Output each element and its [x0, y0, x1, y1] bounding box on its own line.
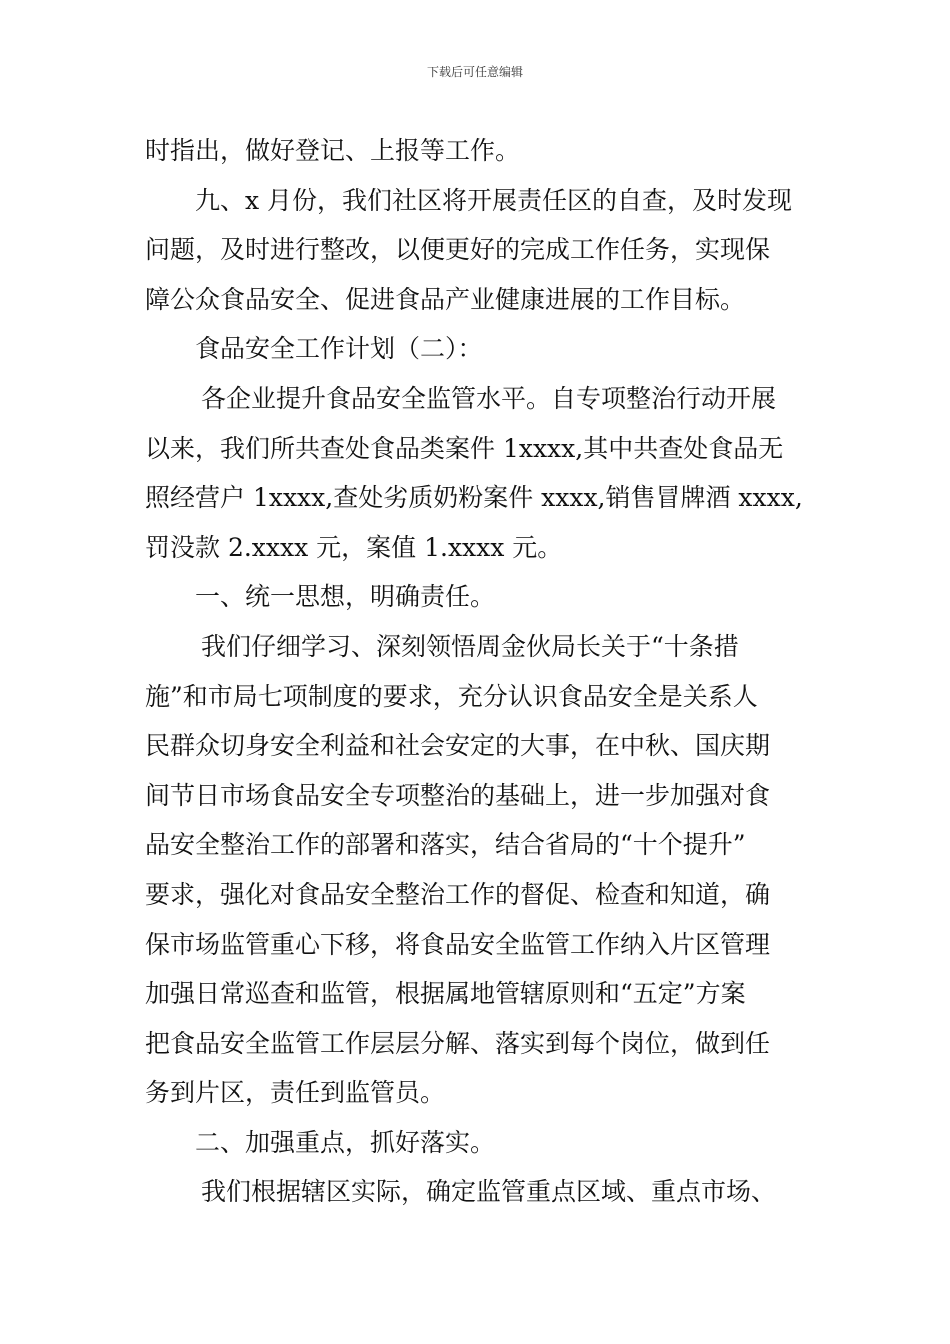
text-line: 时指出，做好登记、上报等工作。: [145, 136, 521, 165]
text-line: 一、统一思想，明确责任。: [195, 582, 496, 612]
text-line: 以来，我们所共查处食品类案件 1xxxx,其中共查处食品无: [145, 433, 784, 463]
text-line: 各企业提升食品安全监管水平。自专项整治行动开展: [201, 383, 777, 413]
text-line: 加强日常巡查和监管，根据属地管辖原则和“五定”方案: [145, 979, 746, 1009]
text-line: 我们根据辖区实际，确定监管重点区域、重点市场、: [201, 1177, 777, 1207]
text-line: 把食品安全监管工作层层分解、落实到每个岗位，做到任: [145, 1028, 771, 1058]
page-header-note: 下载后可任意编辑: [426, 65, 523, 79]
text-line: 民群众切身安全利益和社会安定的大事，在中秋、国庆期: [145, 731, 771, 761]
text-line: 照经营户 1xxxx,查处劣质奶粉案件 xxxx,销售冒牌酒 xxxx,: [145, 483, 803, 513]
text-line: 我们仔细学习、深刻领悟周金伙局长关于“十条措: [201, 631, 739, 661]
text-line: 施”和市局七项制度的要求，充分认识食品安全是关系人: [145, 681, 758, 711]
text-line: 问题，及时进行整改，以便更好的完成工作任务，实现保: [145, 235, 771, 265]
text-line: 务到片区，责任到监管员。: [145, 1078, 446, 1108]
text-line: 要求，强化对食品安全整治工作的督促、检查和知道，确: [145, 879, 771, 909]
document-body: [145, 126, 805, 1217]
text-line: 障公众食品安全、促进食品产业健康进展的工作目标。: [145, 284, 746, 314]
text-line: 保市场监管重心下移，将食品安全监管工作纳入片区管理: [145, 929, 771, 959]
text-line: 间节日市场食品安全专项整治的基础上，进一步加强对食: [145, 780, 771, 810]
text-line: 罚没款 2.xxxx 元，案值 1.xxxx 元。: [145, 532, 563, 562]
text-line: 品安全整治工作的部署和落实，结合省局的“十个提升”: [145, 830, 746, 860]
text-line: 二、加强重点，抓好落实。: [195, 1127, 496, 1157]
text-line: 九、x 月份，我们社区将开展责任区的自查，及时发现: [195, 185, 793, 215]
text-line: 食品安全工作计划（二）：: [195, 334, 483, 364]
